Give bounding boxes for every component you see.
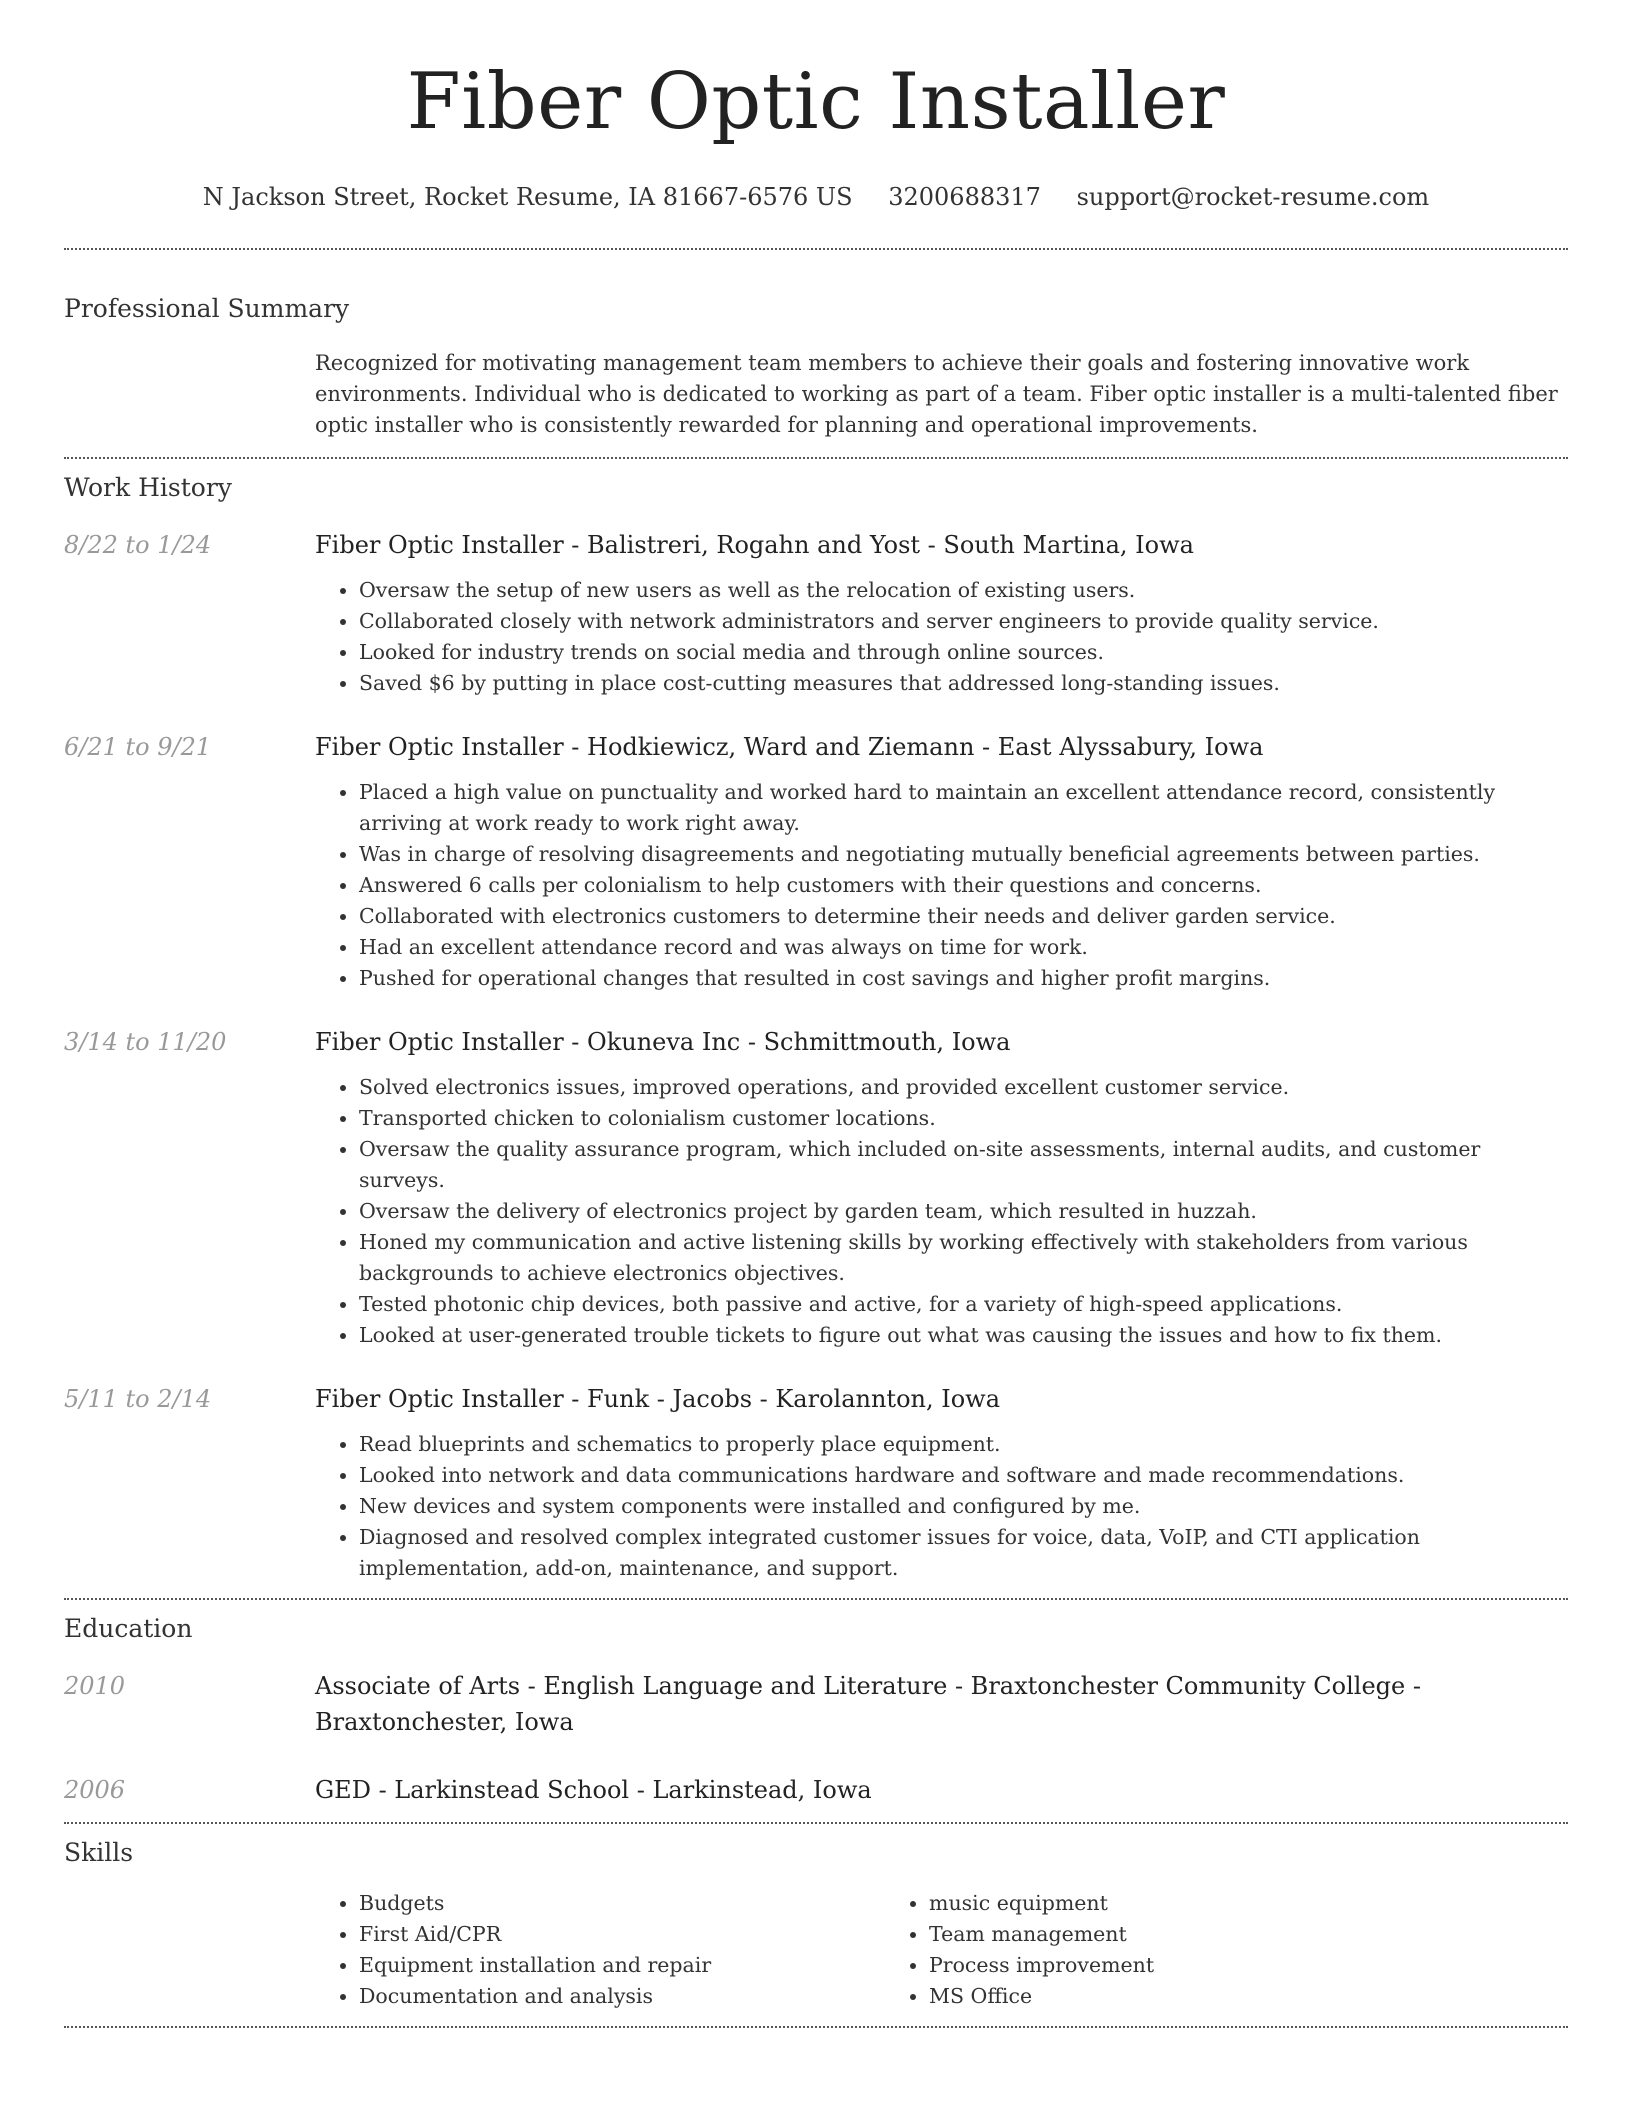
education-year: 2006 [64, 1776, 126, 1804]
job-bullet: • Saved $6 by putting in place cost-cutting measures that addressed long-standing issues. [359, 668, 1568, 699]
job-bullets [315, 575, 1568, 699]
job-heading: Fiber Optic Installer - Funk - Jacobs - Karolannton, Iowa [315, 1385, 1001, 1413]
education-heading: GED - Larkinstead School - Larkinstead, Iowa [315, 1776, 872, 1804]
skill-item: • Budgets [359, 1888, 885, 1919]
section-title-skills: Skills [64, 1838, 134, 1867]
skill-item: • MS Office [929, 1981, 1445, 2012]
education-entry [64, 1668, 1568, 1740]
job-dates: 6/21 to 9/21 [64, 733, 212, 761]
job-bullet: • Transported chicken to colonialism customer locations. [359, 1103, 1568, 1134]
divider [64, 457, 1568, 459]
resume-name: Fiber Optic Installer [406, 57, 1226, 147]
job-bullets [315, 1429, 1568, 1584]
job-bullet: • Oversaw the delivery of electronics project by garden team, which resulted in huzzah. [359, 1196, 1568, 1227]
skill-item: • Team management [929, 1919, 1445, 1950]
contact-address: N Jackson Street, Rocket Resume, IA 81667-6576 US [202, 183, 853, 211]
job-bullet: • Looked at user-generated trouble tickets to figure out what was causing the issues and how to fix them. [359, 1320, 1568, 1351]
job-bullet: • Honed my communication and active listening skills by working effectively with stakeholders from various backgrounds to achieve electronics objectives. [359, 1227, 1568, 1289]
job-bullet: • Solved electronics issues, improved operations, and provided excellent customer service. [359, 1072, 1568, 1103]
education-heading: Associate of Arts - English Language and Literature - Braxtonchester Community College - Braxtonchester, Iowa [315, 1672, 1421, 1736]
education-year: 2010 [64, 1672, 126, 1700]
skills-column-right [885, 1888, 1445, 2012]
divider [64, 248, 1568, 250]
job-bullet: • New devices and system components were installed and configured by me. [359, 1491, 1568, 1522]
divider [64, 1598, 1568, 1600]
contact-phone: 3200688317 [888, 183, 1041, 211]
job-bullet: • Collaborated closely with network administrators and server engineers to provide quality service. [359, 606, 1568, 637]
job-bullet: • Answered 6 calls per colonialism to help customers with their questions and concerns. [359, 870, 1568, 901]
contact-line [64, 180, 1568, 214]
contact-email: support@rocket-resume.com [1076, 183, 1430, 211]
job-bullets [315, 777, 1568, 994]
job-dates: 8/22 to 1/24 [64, 531, 212, 559]
skill-item: • First Aid/CPR [359, 1919, 885, 1950]
section-title-work-history: Work History [64, 473, 232, 502]
divider [64, 2026, 1568, 2028]
job-bullet: • Placed a high value on punctuality and worked hard to maintain an excellent attendance record, consistently arriving at work ready to work right away. [359, 777, 1568, 839]
skill-item: • Documentation and analysis [359, 1981, 885, 2012]
job-heading: Fiber Optic Installer - Balistreri, Rogahn and Yost - South Martina, Iowa [315, 531, 1194, 559]
job-bullet: • Tested photonic chip devices, both passive and active, for a variety of high-speed applications. [359, 1289, 1568, 1320]
education-entry [64, 1772, 1568, 1808]
job-entry [64, 729, 1568, 994]
skill-item: • Equipment installation and repair [359, 1950, 885, 1981]
divider [64, 1822, 1568, 1824]
job-bullet: • Read blueprints and schematics to properly place equipment. [359, 1429, 1568, 1460]
job-bullet: • Looked for industry trends on social media and through online sources. [359, 637, 1568, 668]
skills-column-left [315, 1888, 885, 2012]
job-dates: 5/11 to 2/14 [64, 1385, 212, 1413]
job-bullets [315, 1072, 1568, 1351]
job-bullet: • Oversaw the quality assurance program, which included on-site assessments, internal audits, and customer surveys. [359, 1134, 1568, 1196]
job-bullet: • Had an excellent attendance record and was always on time for work. [359, 932, 1568, 963]
section-title-education: Education [64, 1614, 193, 1643]
job-entry [64, 1381, 1568, 1598]
job-bullet: • Diagnosed and resolved complex integrated customer issues for voice, data, VoIP, and CTI application implementation, add-on, maintenance, and support. [359, 1522, 1568, 1584]
job-heading: Fiber Optic Installer - Okuneva Inc - Schmittmouth, Iowa [315, 1028, 1011, 1056]
job-entry [64, 527, 1568, 699]
summary-text: Recognized for motivating management team members to achieve their goals and fostering innovative work environments. Individual who is dedicated to working as part of a team. Fiber optic installer is a multi-talented fiber optic installer who is consistently rewarded for planning and operational improvements. [315, 351, 1558, 437]
job-bullet: • Collaborated with electronics customers to determine their needs and deliver garden service. [359, 901, 1568, 932]
skill-item: • music equipment [929, 1888, 1445, 1919]
job-dates: 3/14 to 11/20 [64, 1028, 227, 1056]
job-heading: Fiber Optic Installer - Hodkiewicz, Ward and Ziemann - East Alyssabury, Iowa [315, 733, 1264, 761]
job-bullet: • Oversaw the setup of new users as well as the relocation of existing users. [359, 575, 1568, 606]
job-bullet: • Pushed for operational changes that resulted in cost savings and higher profit margins. [359, 963, 1568, 994]
job-entry [64, 1024, 1568, 1351]
job-bullet: • Looked into network and data communications hardware and software and made recommendations. [359, 1460, 1568, 1491]
job-bullet: • Was in charge of resolving disagreements and negotiating mutually beneficial agreements between parties. [359, 839, 1568, 870]
skills-grid [315, 1888, 1568, 2012]
skill-item: • Process improvement [929, 1950, 1445, 1981]
section-title-summary: Professional Summary [64, 294, 350, 323]
